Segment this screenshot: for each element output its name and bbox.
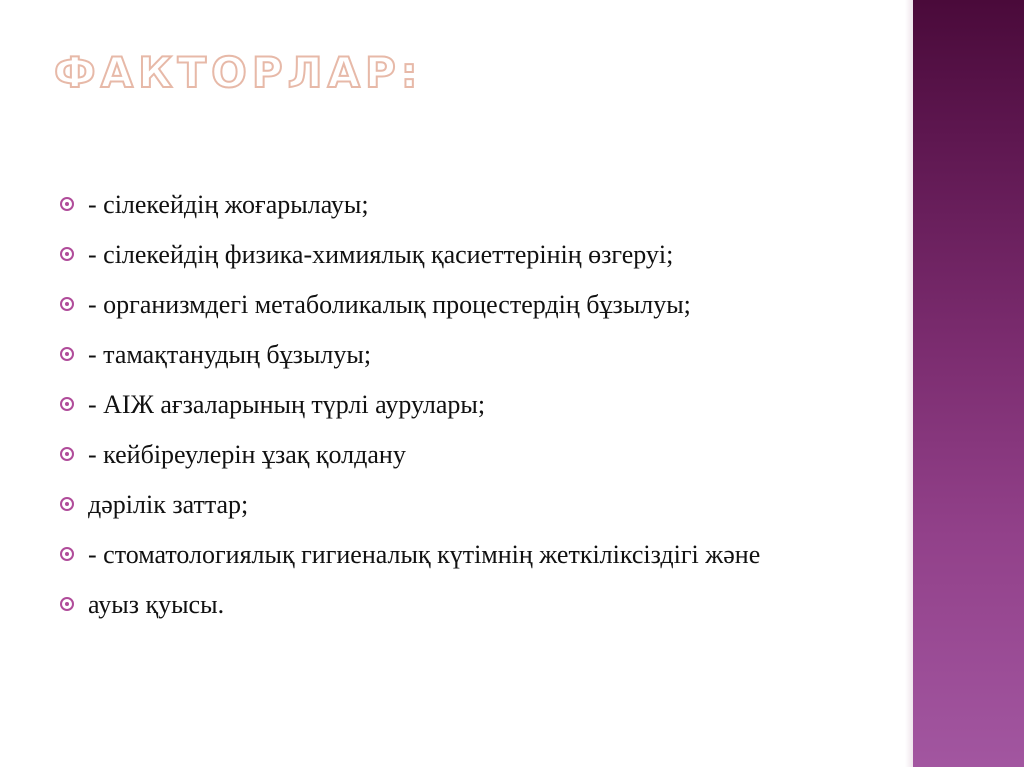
list-item-text: - сілекейдің жоғарылауы; [88, 190, 369, 219]
list-item-text: - тамақтанудың бұзылуы; [88, 340, 372, 369]
list-item-text: - АІЖ ағзаларының түрлі аурулары; [88, 390, 486, 419]
bullet-icon [60, 447, 74, 461]
list-item [60, 236, 780, 274]
list-item-text: дәрілік заттар; [88, 490, 249, 519]
bullet-icon [60, 197, 74, 211]
bullet-icon [60, 347, 74, 361]
list-item-text: - кейбіреулерін ұзақ қолдану [88, 440, 406, 469]
list-item [60, 586, 780, 624]
list-item [60, 436, 780, 474]
side-decorative-panel [913, 0, 1024, 767]
bullet-icon [60, 547, 74, 561]
list-item [60, 186, 780, 224]
bullet-icon [60, 297, 74, 311]
bullet-list [60, 186, 780, 636]
list-item [60, 486, 780, 524]
bullet-icon [60, 597, 74, 611]
list-item [60, 386, 780, 424]
bullet-icon [60, 247, 74, 261]
slide-title: ФАКТОРЛАР: [54, 48, 423, 97]
bullet-icon [60, 497, 74, 511]
list-item [60, 536, 780, 574]
list-item-text: ауыз қуысы. [88, 590, 225, 619]
bullet-icon [60, 397, 74, 411]
list-item [60, 336, 780, 374]
list-item-text: - стоматологиялық гигиеналық күтімнің жеткіліксіздігі және [88, 540, 761, 569]
list-item-text: - организмдегі метаболикалық процестердің бұзылуы; [88, 290, 691, 319]
list-item-text: - сілекейдің физика-химиялық қасиеттерінің өзгеруі; [88, 240, 674, 269]
list-item [60, 286, 780, 324]
